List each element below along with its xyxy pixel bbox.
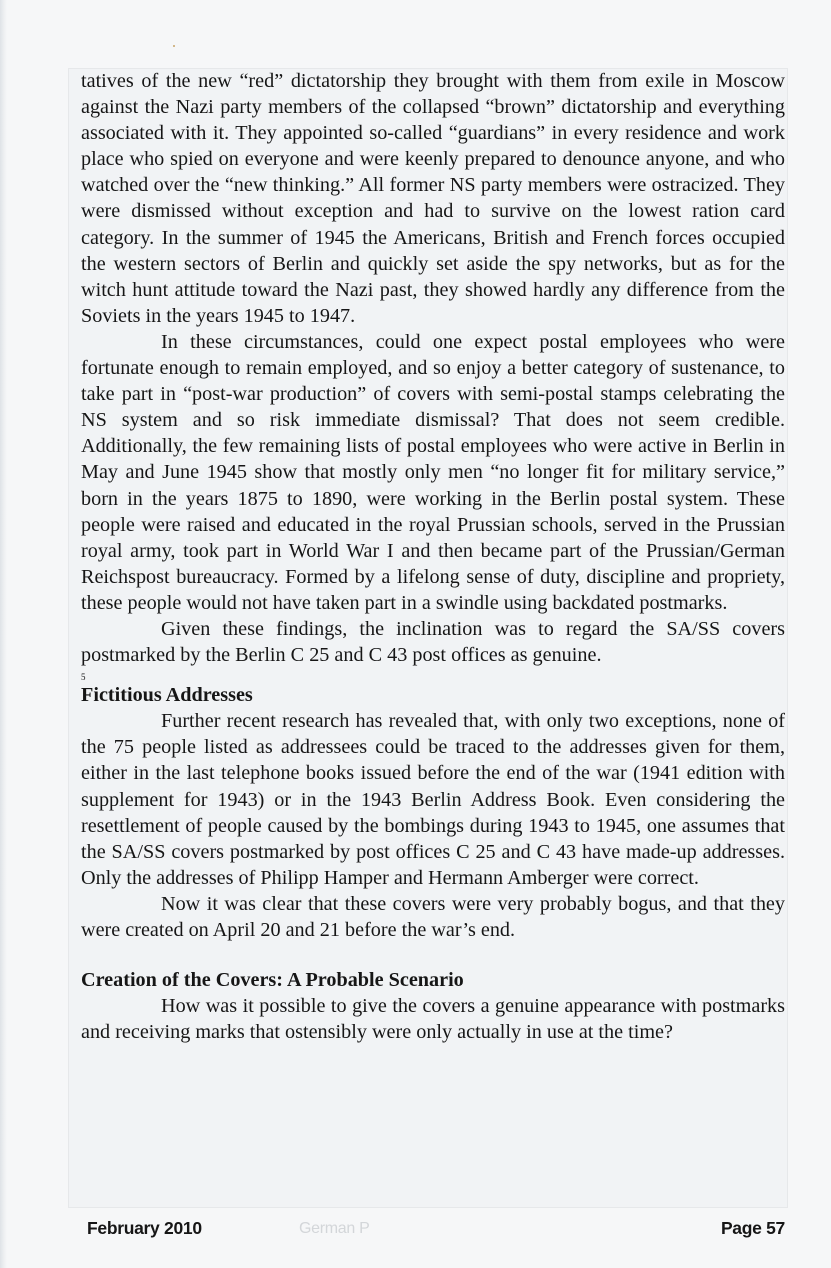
footer-show-through-text: German P bbox=[299, 1220, 370, 1237]
paragraph: Now it was clear that these covers were very probably bogus, and that they were created on April 20 and 21 before the war’s end. bbox=[81, 892, 785, 941]
paragraph: tatives of the new “red” dictatorship they brought with them from exile in Moscow against the Nazi party members of the collapsed “brown” dictatorship and everything associated with it. They appointed so-called “guardians” in every residence and work place who spied on everyone and were keenly prepared to denounce anyone, and who watched over the “new thinking.” All former NS party members were ostracized. They were dismissed without exception and had to survive on the lowest ration card category. In the summer of 1945 the Americans, British and French forces occupied the western sectors of Berlin and quickly set aside the spy networks, but as for the witch hunt attitude toward the Nazi past, they showed hardly any difference from the Soviets in the years 1945 to 1947. bbox=[81, 70, 785, 327]
page-footer bbox=[87, 1218, 785, 1239]
footnote-marker: 5 bbox=[81, 672, 86, 683]
paragraph: Further recent research has revealed that, with only two exceptions, none of the 75 people listed as addressees could be traced to the addresses given for them, either in the last telephone books issued before the end of the war (1941 edition with supplement for 1943) or in the 1943 Berlin Address Book. Even considering the resettlement of people caused by the bombings during 1943 to 1945, one assumes that the SA/SS covers postmarked by post offices C 25 and C 43 have made-up addresses. Only the addresses of Philipp Hamper and Hermann Amberger were correct. bbox=[81, 710, 785, 889]
page-number: Page 57 bbox=[720, 1218, 785, 1238]
page-edge-shadow bbox=[0, 0, 7, 1268]
speck bbox=[173, 45, 175, 47]
section-heading-creation-of-covers: Creation of the Covers: A Probable Scenario bbox=[81, 969, 464, 992]
footer-date: February 2010 bbox=[87, 1218, 202, 1238]
section-heading-fictitious-addresses: Fictitious Addresses bbox=[81, 684, 253, 707]
article-body bbox=[81, 68, 785, 1045]
paragraph: In these circumstances, could one expect postal employees who were fortunate enough to remain employed, and so enjoy a better category of sustenance, to take part in “post-war production” of covers with semi-postal stamps celebrating the NS system and so risk immediate dismissal? That does not seem credible. Additionally, the few remaining lists of postal employees who were active in Berlin in May and June 1945 show that mostly only men “no longer fit for military service,” born in the years 1875 to 1890, were working in the Berlin postal system. These people were raised and educated in the royal Prussian schools, served in the Prussian royal army, took part in World War I and then became part of the Prussian/German Reichspost bureaucracy. Formed by a lifelong sense of duty, discipline and propriety, these people would not have taken part in a swindle using backdated postmarks. bbox=[81, 330, 785, 614]
paragraph: Given these findings, the inclination was to regard the SA/SS covers postmarked by the Berlin C 25 and C 43 post offices as genuine. bbox=[81, 617, 785, 667]
paragraph: How was it possible to give the covers a genuine appearance with postmarks and receiving marks that ostensibly were only actually in use at the time? bbox=[81, 995, 785, 1044]
